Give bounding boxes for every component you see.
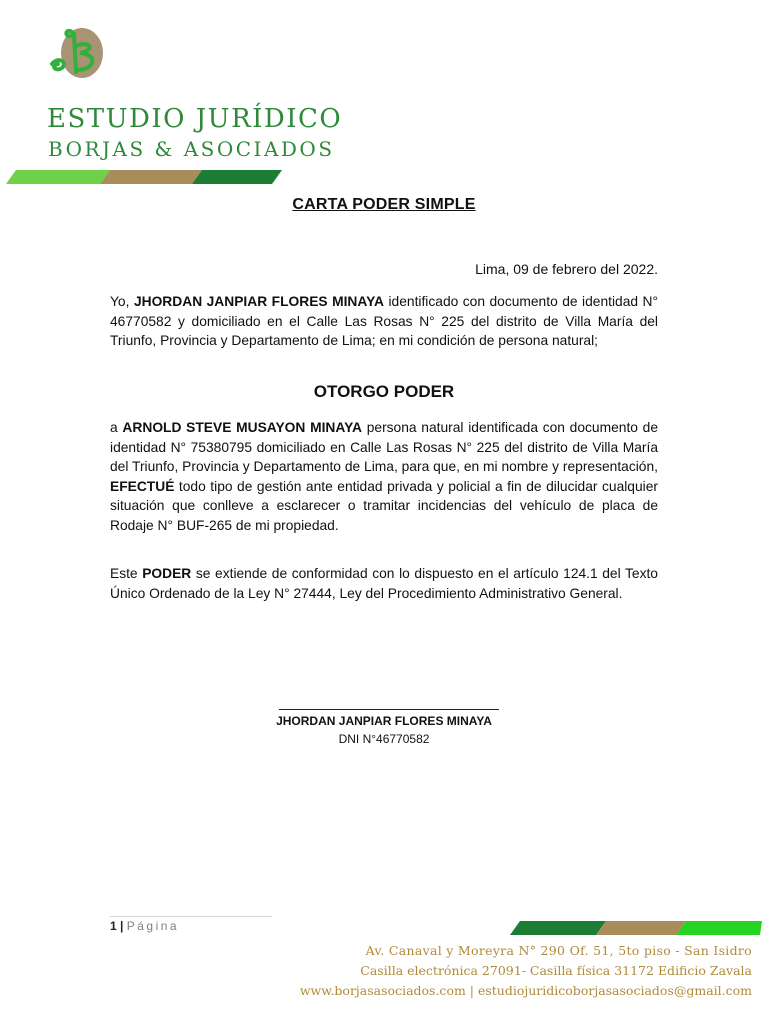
footer-address: Av. Canaval y Moreyra N° 290 Of. 51, 5to piso - San Isidro [365, 943, 752, 958]
page-word: Página [126, 919, 180, 933]
grantee-name: ARNOLD STEVE MUSAYON MINAYA [122, 420, 362, 435]
paragraph-text: identificado con documento de identidad N° 46770582 y domiciliado en el Calle Las Rosas N° 225 del distrito de Villa María del Triunfo, Provincia y Departamento de Lima; en mi condición de persona natural; [110, 294, 658, 348]
paragraph-intro: Este [110, 566, 138, 581]
emphasis-word: EFECTUÉ [110, 478, 175, 494]
signatory-dni: DNI N°46770582 [338, 732, 430, 746]
legal-basis-paragraph [110, 564, 658, 603]
firm-logo [44, 26, 110, 82]
firm-name: ESTUDIO JURÍDICO [47, 104, 343, 134]
footer-web-email: www.borjasasociados.com | estudiojuridicoborjasasociados@gmail.com [299, 983, 752, 998]
footer-casilla: Casilla electrónica 27091- Casilla física 31172 Edificio Zavala [360, 963, 752, 978]
paragraph-intro: Yo, [110, 294, 130, 309]
grantee-paragraph [110, 418, 658, 535]
document-title: CARTA PODER SIMPLE [292, 196, 476, 213]
paragraph-intro: a [110, 420, 118, 435]
paragraph-text: todo tipo de gestión ante entidad privada y policial a fin de dilucidar cualquier situación que conlleve a esclarecer o tramitar incidencias del vehículo de placa de Rodaje N° BUF-265 de mi propiedad. [110, 478, 658, 533]
document-date: Lima, 09 de febrero del 2022. [475, 261, 658, 277]
grant-heading: OTORGO PODER [313, 382, 455, 401]
page-number: 1 [110, 919, 117, 933]
decorative-color-bands [6, 170, 282, 184]
firm-subtitle: BORJAS & ASOCIADOS [48, 137, 335, 161]
page-indicator [110, 919, 179, 933]
grantor-paragraph [110, 292, 658, 351]
emphasis-word: PODER [142, 566, 192, 581]
page-separator: | [120, 919, 124, 933]
paragraph-text: persona natural identificada con documento de identidad N° 75380795 domiciliado en Calle Las Rosas N° 225 del distrito de Villa María del Triunfo, Provincia y Departamento de Lima, para que, en mi nombre y representación, [110, 420, 659, 474]
footer-divider [110, 916, 272, 917]
signatory-name: JHORDAN JANPIAR FLORES MINAYA [276, 714, 492, 728]
paragraph-text: se extiende de conformidad con lo dispuesto en el artículo 124.1 del Texto Único Ordenado de la Ley N° 27444, Ley del Procedimiento Administrativo General. [110, 566, 658, 601]
grantor-name: JHORDAN JANPIAR FLORES MINAYA [133, 294, 384, 309]
signature-line [279, 709, 499, 710]
decorative-color-bands [510, 921, 762, 935]
